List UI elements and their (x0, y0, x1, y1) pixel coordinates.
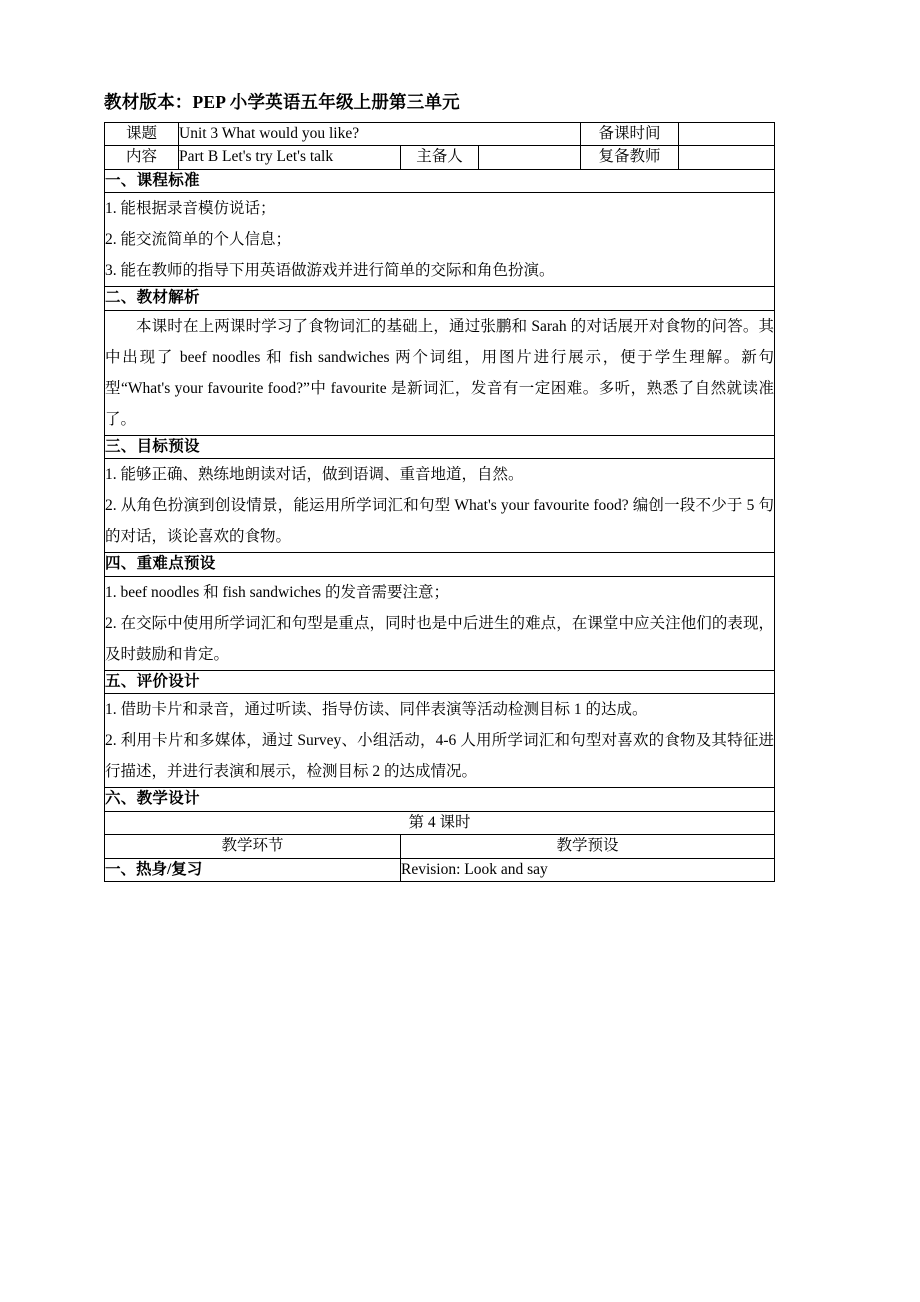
section-body-assessment-design (105, 694, 775, 788)
table-row (105, 146, 775, 169)
section-heading-material-analysis: 二、教材解析 (105, 287, 775, 310)
table-row (105, 788, 775, 811)
table-row (105, 858, 775, 881)
table-row (105, 193, 775, 287)
column-header-stage: 教学环节 (105, 835, 401, 858)
table-row (105, 835, 775, 858)
topic-value[interactable]: Unit 3 What would you like? (179, 123, 581, 146)
section-heading-assessment-design: 五、评价设计 (105, 670, 775, 693)
table-row (105, 287, 775, 310)
table-row (105, 310, 775, 435)
table-row (105, 459, 775, 553)
topic-label: 课题 (105, 123, 179, 146)
table-row (105, 811, 775, 834)
page-title: 教材版本：PEP 小学英语五年级上册第三单元 (104, 92, 460, 112)
section-body-curriculum-standard (105, 193, 775, 287)
table-row (105, 435, 775, 458)
section-line: 1. beef noodles 和 fish sandwiches 的发音需要注意； (105, 583, 449, 601)
stage-name-warmup: 一、热身/复习 (105, 858, 401, 881)
review-teacher-value[interactable] (679, 146, 775, 169)
review-teacher-label: 复备教师 (581, 146, 679, 169)
section-line: 1. 借助卡片和录音，通过听读、指导仿读、同伴表演等活动检测目标 1 的达成。 (105, 701, 648, 719)
prep-time-value[interactable] (679, 123, 775, 146)
content-value[interactable]: Part B Let's try Let's talk (179, 146, 401, 169)
stage-plan-warmup: Revision: Look and say (401, 858, 775, 881)
section-body-objectives (105, 459, 775, 553)
table-row (105, 670, 775, 693)
period-label: 第 4 课时 (105, 811, 775, 834)
section-heading-teaching-design: 六、教学设计 (105, 788, 775, 811)
table-row (105, 576, 775, 670)
section-line: 2. 从角色扮演到创设情景，能运用所学词汇和句型 What's your favourite food? 编创一段不少于 5 句的对话，谈论喜欢的食物。 (105, 497, 775, 546)
main-preparer-label: 主备人 (401, 146, 479, 169)
section-line: 1. 能根据录音模仿说话； (105, 200, 276, 218)
main-preparer-value[interactable] (479, 146, 581, 169)
section-line: 本课时在上两课时学习了食物词汇的基础上，通过张鹏和 Sarah 的对话展开对食物的问答。其中出现了 beef noodles 和 fish sandwiches 两个词组，用图片进行展示，便于学生理解。新句型“What's your favourite food?”中 favourite 是新词汇，发音有一定困难。多听，熟悉了自然就读准了。 (105, 317, 775, 428)
content-label: 内容 (105, 146, 179, 169)
section-line: 2. 在交际中使用所学词汇和句型是重点，同时也是中后进生的难点，在课堂中应关注他们的表现，及时鼓励和肯定。 (105, 614, 775, 663)
section-line: 2. 能交流简单的个人信息； (105, 231, 292, 249)
table-row (105, 123, 775, 146)
section-heading-curriculum-standard: 一、课程标准 (105, 169, 775, 192)
column-header-plan: 教学预设 (401, 835, 775, 858)
table-row (105, 694, 775, 788)
lesson-plan-table (104, 122, 775, 882)
section-heading-objectives: 三、目标预设 (105, 435, 775, 458)
section-line: 2. 利用卡片和多媒体，通过 Survey、小组活动，4-6 人用所学词汇和句型对喜欢的食物及其特征进行描述，并进行表演和展示，检测目标 2 的达成情况。 (105, 732, 775, 781)
section-line: 3. 能在教师的指导下用英语做游戏并进行简单的交际和角色扮演。 (105, 262, 555, 280)
section-heading-key-difficulties: 四、重难点预设 (105, 553, 775, 576)
section-body-key-difficulties (105, 576, 775, 670)
section-line: 1. 能够正确、熟练地朗读对话，做到语调、重音地道，自然。 (105, 466, 524, 484)
prep-time-label: 备课时间 (581, 123, 679, 146)
section-body-material-analysis (105, 310, 775, 435)
table-row (105, 553, 775, 576)
table-row (105, 169, 775, 192)
